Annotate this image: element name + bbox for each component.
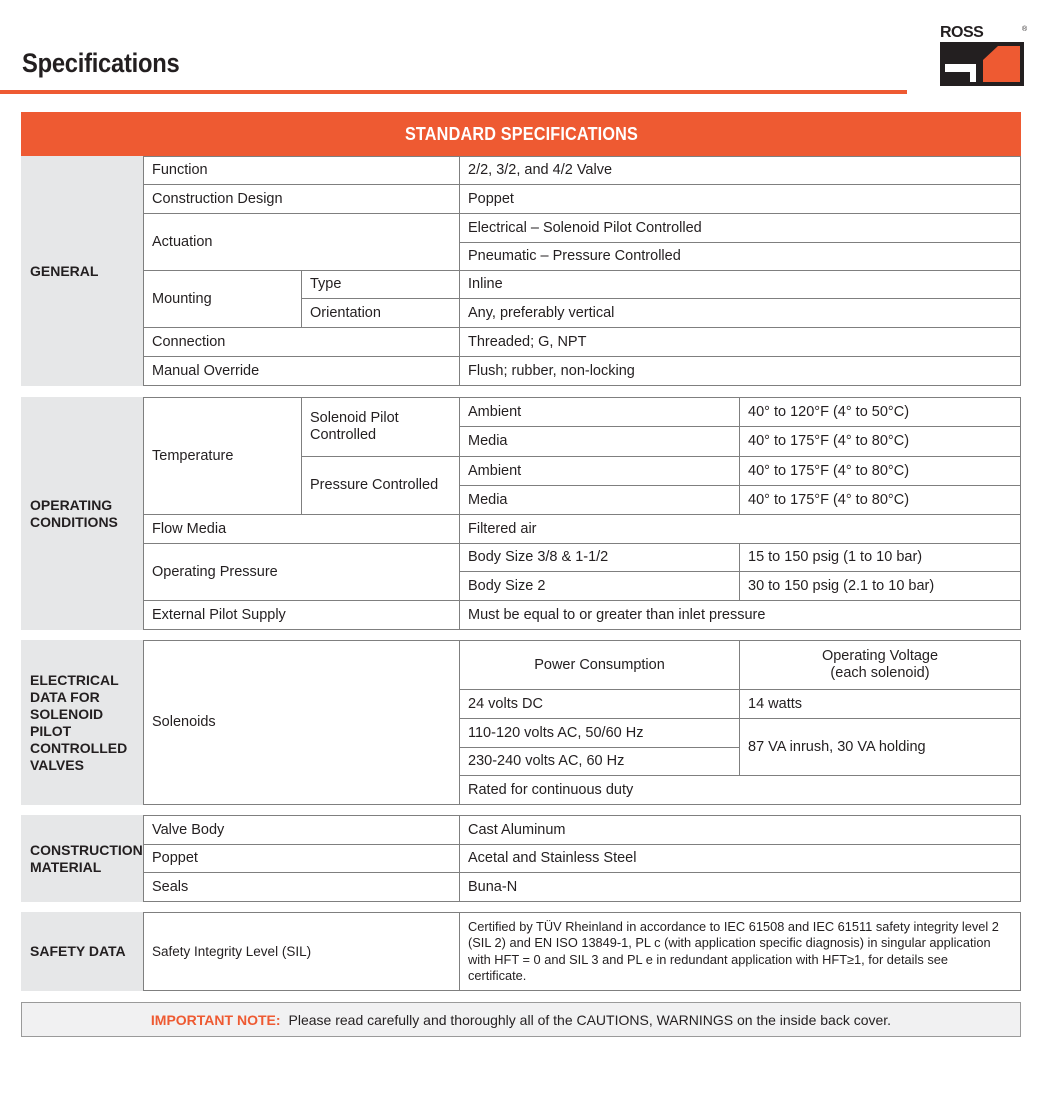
section-label-text bbox=[30, 672, 127, 774]
page-title: Specifications bbox=[22, 48, 180, 78]
section-label-line: PILOT bbox=[30, 722, 72, 739]
actuation-value-electrical: Electrical – Solenoid Pilot Controlled bbox=[459, 213, 1021, 243]
ac-voltage-2-label: 230-240 volts AC, 60 Hz bbox=[459, 747, 740, 776]
external-pilot-label: External Pilot Supply bbox=[143, 600, 460, 630]
valve-body-label: Valve Body bbox=[143, 815, 460, 845]
section-label-line: SOLENOID bbox=[30, 705, 104, 722]
section-general bbox=[21, 156, 1021, 386]
sp-ambient-value: 40° to 120°F (4° to 50°C) bbox=[739, 397, 1021, 427]
important-note-text: Please read carefully and thoroughly all of the CAUTIONS, WARNINGS on the inside back cover. bbox=[288, 1011, 892, 1028]
ross-logo bbox=[940, 26, 1026, 88]
function-value: 2/2, 3/2, and 4/2 Valve bbox=[459, 156, 1021, 185]
section-label-line: CONSTRUCTION bbox=[30, 841, 143, 858]
poppet-label: Poppet bbox=[143, 844, 460, 873]
mounting-label: Mounting bbox=[143, 270, 302, 328]
flow-media-label: Flow Media bbox=[143, 514, 460, 544]
manual-override-value: Flush; rubber, non-locking bbox=[459, 356, 1021, 386]
table-title: STANDARD SPECIFICATIONS bbox=[404, 123, 638, 144]
logo-mark-icon bbox=[940, 42, 1024, 86]
mounting-type-label: Type bbox=[301, 270, 460, 299]
pc-ambient-label: Ambient bbox=[459, 456, 740, 486]
sil-label: Safety Integrity Level (SIL) bbox=[143, 912, 460, 991]
table-title-bar bbox=[21, 112, 1021, 156]
logo-mark bbox=[940, 42, 1024, 86]
valve-body-value: Cast Aluminum bbox=[459, 815, 1021, 845]
section-label bbox=[21, 156, 143, 386]
sp-media-value: 40° to 175°F (4° to 80°C) bbox=[739, 426, 1021, 457]
section-label-line: ELECTRICAL bbox=[30, 671, 119, 688]
section-operating-conditions bbox=[21, 397, 1021, 630]
section-label-line: MATERIAL bbox=[30, 858, 102, 875]
logo-text: ROSS bbox=[940, 24, 984, 41]
body-size-1-value: 15 to 150 psig (1 to 10 bar) bbox=[739, 543, 1021, 572]
dc-voltage-value: 14 watts bbox=[739, 689, 1021, 719]
flow-media-value: Filtered air bbox=[459, 514, 1021, 544]
section-label-line: DATA FOR bbox=[30, 688, 100, 705]
section-label-line: OPERATING bbox=[30, 496, 113, 513]
section-label-line: CONTROLLED bbox=[30, 739, 128, 756]
actuation-value-pneumatic: Pneumatic – Pressure Controlled bbox=[459, 242, 1021, 271]
section-label-text: SAFETY DATA bbox=[30, 943, 126, 959]
sp-ambient-label: Ambient bbox=[459, 397, 740, 427]
title-rule bbox=[0, 90, 907, 94]
function-label: Function bbox=[143, 156, 460, 185]
seals-label: Seals bbox=[143, 872, 460, 902]
section-label bbox=[21, 912, 143, 991]
voltage-header-line: Operating Voltage bbox=[821, 648, 939, 664]
mounting-type-value: Inline bbox=[459, 270, 1021, 299]
construction-design-label: Construction Design bbox=[143, 184, 460, 214]
body-size-1-label: Body Size 3/8 & 1-1/2 bbox=[459, 543, 740, 572]
construction-design-value: Poppet bbox=[459, 184, 1021, 214]
logo-registered-mark: ® bbox=[1022, 26, 1028, 33]
sil-value: Certified by TÜV Rheinland in accordance to IEC 61508 and IEC 61511 safety integrity level 2 (SIL 2) and EN ISO 13849-1, PL c (with application specific diagnosis) in singular application with HFT = 0 and SIL 3 and PL e in redundant application with HFT≥1, for details see certificate. bbox=[459, 912, 1021, 991]
section-label bbox=[21, 640, 143, 805]
section-safety-data bbox=[21, 912, 1021, 991]
continuous-duty-note: Rated for continuous duty bbox=[459, 775, 1021, 805]
important-note bbox=[21, 1002, 1021, 1037]
body-size-2-value: 30 to 150 psig (2.1 to 10 bar) bbox=[739, 571, 1021, 601]
dc-voltage-label: 24 volts DC bbox=[459, 689, 740, 719]
pc-media-label: Media bbox=[459, 485, 740, 515]
actuation-label: Actuation bbox=[143, 213, 460, 271]
connection-label: Connection bbox=[143, 327, 460, 357]
solenoid-pilot-controlled-label: Solenoid Pilot Controlled bbox=[301, 397, 460, 457]
pc-media-value: 40° to 175°F (4° to 80°C) bbox=[739, 485, 1021, 515]
manual-override-label: Manual Override bbox=[143, 356, 460, 386]
ac-voltage-1-label: 110-120 volts AC, 50/60 Hz bbox=[459, 718, 740, 748]
section-label-text: GENERAL bbox=[30, 262, 99, 279]
section-label-text bbox=[30, 497, 118, 531]
operating-voltage-header bbox=[739, 640, 1021, 690]
mounting-orientation-label: Orientation bbox=[301, 298, 460, 328]
important-note-label: IMPORTANT NOTE: bbox=[150, 1011, 281, 1028]
poppet-value: Acetal and Stainless Steel bbox=[459, 844, 1021, 873]
section-electrical-data bbox=[21, 640, 1021, 805]
connection-value: Threaded; G, NPT bbox=[459, 327, 1021, 357]
section-label bbox=[21, 397, 143, 630]
solenoids-label: Solenoids bbox=[143, 640, 460, 805]
pressure-controlled-label: Pressure Controlled bbox=[301, 456, 460, 515]
seals-value: Buna-N bbox=[459, 872, 1021, 902]
temperature-label: Temperature bbox=[143, 397, 302, 515]
sp-media-label: Media bbox=[459, 426, 740, 457]
section-label-text bbox=[30, 842, 143, 876]
operating-voltage-header-text bbox=[822, 648, 938, 682]
power-consumption-header: Power Consumption bbox=[459, 640, 740, 690]
external-pilot-value: Must be equal to or greater than inlet pressure bbox=[459, 600, 1021, 630]
pc-ambient-value: 40° to 175°F (4° to 80°C) bbox=[739, 456, 1021, 486]
body-size-2-label: Body Size 2 bbox=[459, 571, 740, 601]
voltage-header-line: (each solenoid) bbox=[830, 665, 930, 681]
section-label-line: VALVES bbox=[30, 756, 84, 773]
ac-voltage-value: 87 VA inrush, 30 VA holding bbox=[739, 718, 1021, 776]
mounting-orientation-value: Any, preferably vertical bbox=[459, 298, 1021, 328]
section-construction-material bbox=[21, 815, 1021, 902]
operating-pressure-label: Operating Pressure bbox=[143, 543, 460, 601]
section-label-line: CONDITIONS bbox=[30, 513, 118, 530]
section-label bbox=[21, 815, 143, 902]
